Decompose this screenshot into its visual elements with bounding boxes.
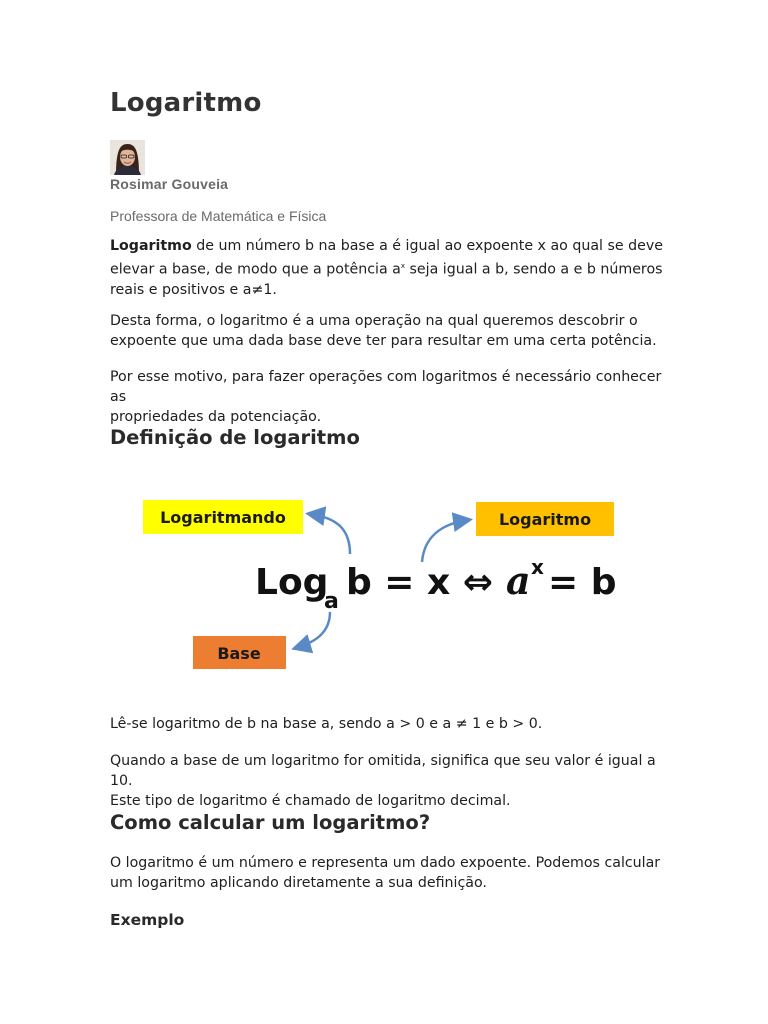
paragraph-5-line1: Quando a base de um logaritmo for omitida, significa que seu valor é igual a 10.	[110, 753, 656, 789]
equation-left: b = x ⇔	[346, 562, 493, 603]
paragraph-6	[110, 853, 670, 893]
paragraph-3-line1: Por esse motivo, para fazer operações com logaritmos é necessário conhecer as	[110, 369, 662, 405]
paragraph-4-line1: Lê-se logaritmo de b na base a, sendo a > 0 e a ≠ 1 e b > 0.	[110, 716, 543, 732]
paragraph-2-line1: Desta forma, o logaritmo é a uma operação na qual queremos descobrir o	[110, 313, 638, 329]
arrow-to-logaritmando	[310, 514, 350, 554]
paragraph-5-line2: Este tipo de logaritmo é chamado de logaritmo decimal.	[110, 793, 511, 809]
intro-paragraph	[110, 236, 670, 300]
log-base-subscript: a	[324, 589, 339, 614]
paragraph-4	[110, 714, 670, 734]
equation-power-base: a	[506, 558, 531, 603]
section-heading-como-calcular: Como calcular um logaritmo?	[110, 811, 431, 834]
section-heading-definicao: Definição de logaritmo	[110, 426, 360, 449]
paragraph-2-line2: expoente que uma dada base deve ter para resultar em uma certa potência.	[110, 333, 657, 349]
author-role: Professora de Matemática e Física	[110, 208, 327, 224]
logaritmando-label: Logaritmando	[160, 508, 286, 527]
log-word: Log	[255, 562, 329, 603]
intro-line3: reais e positivos e a≠1.	[110, 281, 277, 298]
intro-superscript: x	[400, 262, 406, 270]
paragraph-6-line2: um logaritmo aplicando diretamente a sua definição.	[110, 875, 487, 891]
equation-right: = b	[548, 562, 617, 603]
base-label: Base	[217, 644, 261, 663]
author-name[interactable]: Rosimar Gouveia	[110, 176, 229, 192]
paragraph-5	[110, 751, 670, 811]
paragraph-6-line1: O logaritmo é um número e representa um dado expoente. Podemos calcular	[110, 855, 661, 871]
intro-line2a: elevar a base, de modo que a potência a	[110, 261, 401, 278]
arrow-to-logaritmo	[422, 520, 468, 562]
page-title: Logaritmo	[110, 88, 262, 118]
intro-bold-term: Logaritmo	[110, 238, 192, 254]
paragraph-3-line2: propriedades da potenciação.	[110, 409, 322, 425]
section-heading-exemplo: Exemplo	[110, 911, 185, 929]
intro-line1: de um número b na base a é igual ao expoente x ao qual se deve	[191, 238, 663, 254]
logaritmo-label: Logaritmo	[498, 510, 592, 529]
intro-line2b: seja igual a b, sendo a e b números	[405, 261, 663, 278]
paragraph-3	[110, 367, 670, 427]
author-avatar[interactable]	[110, 140, 145, 175]
logarithm-definition-diagram	[110, 478, 658, 678]
equation-power-exponent: x	[531, 555, 544, 579]
arrow-to-base	[296, 612, 330, 648]
paragraph-2	[110, 311, 670, 351]
